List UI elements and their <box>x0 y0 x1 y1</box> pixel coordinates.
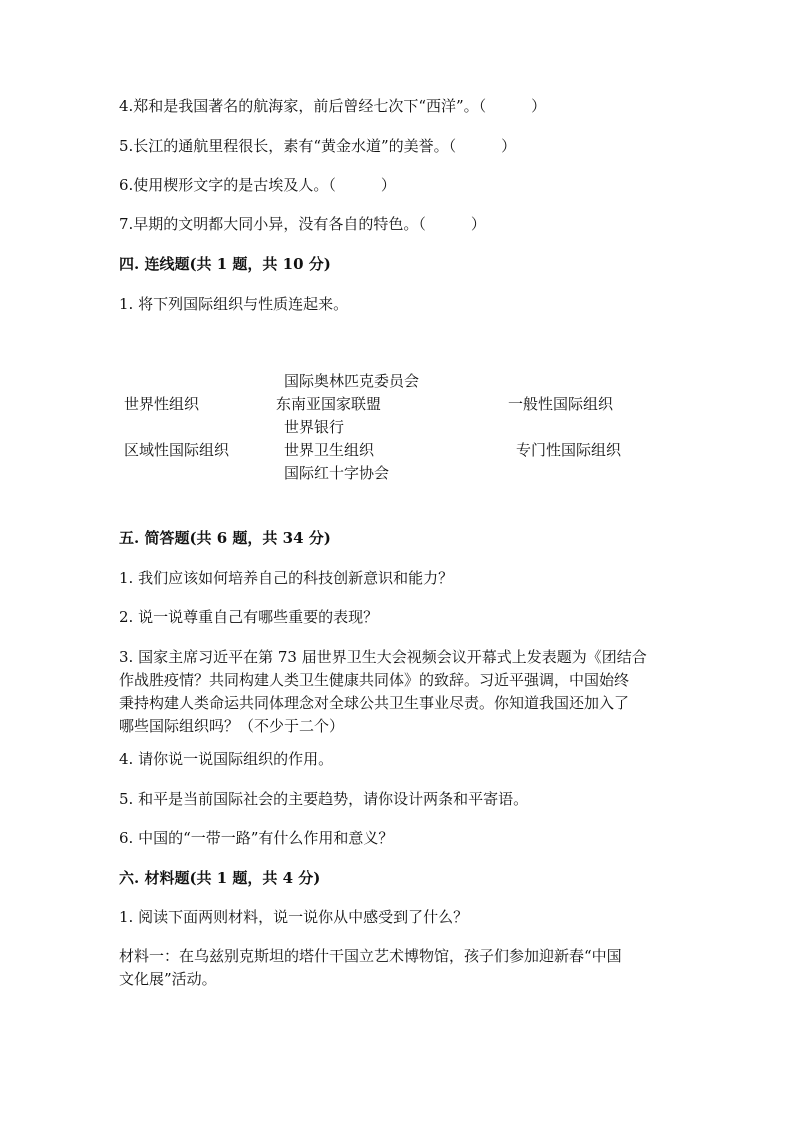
question-3-line-1: 3. 国家主席习近平在第 73 届世界卫生大会视频会议开幕式上发表题为《团结合 <box>119 648 647 666</box>
question-tf-4: 4.郑和是我国著名的航海家，前后曾经七次下“西洋”。（ ） <box>119 97 547 115</box>
section-5-question-6: 6. 中国的“一带一路”有什么作用和意义？ <box>119 829 394 847</box>
question-tf-5: 5.长江的通航里程很长，素有“黄金水道”的美誉。（ ） <box>119 137 517 155</box>
section-4-heading: 四. 连线题(共 1 题，共 10 分) <box>119 255 331 273</box>
section-5-question-5: 5. 和平是当前国际社会的主要趋势，请你设计两条和平寄语。 <box>119 790 529 808</box>
match-right-2: 专门性国际组织 <box>516 441 622 459</box>
section-6-heading: 六. 材料题(共 1 题，共 4 分) <box>119 869 321 887</box>
match-middle-1: 国际奥林匹克委员会 <box>284 372 420 390</box>
match-right-1: 一般性国际组织 <box>508 395 614 413</box>
match-middle-5: 国际红十字协会 <box>284 464 390 482</box>
match-left-2: 区域性国际组织 <box>124 441 230 459</box>
question-tf-7: 7.早期的文明都大同小异，没有各自的特色。（ ） <box>119 215 486 233</box>
material-line-1: 材料一：在乌兹别克斯坦的塔什干国立艺术博物馆，孩子们参加迎新春“中国 <box>119 947 622 965</box>
question-3-line-2: 作战胜疫情？共同构建人类卫生健康共同体》的致辞。习近平强调，中国始终 <box>119 671 630 689</box>
question-tf-6: 6.使用楔形文字的是古埃及人。（ ） <box>119 176 396 194</box>
match-left-1: 世界性组织 <box>124 395 200 413</box>
section-5-question-2: 2. 说一说尊重自己有哪些重要的表现？ <box>119 608 379 626</box>
match-middle-3: 世界银行 <box>284 418 345 436</box>
section-5-question-4: 4. 请你说一说国际组织的作用。 <box>119 750 334 768</box>
section-5-question-1: 1. 我们应该如何培养自己的科技创新意识和能力？ <box>119 569 454 587</box>
section-4-question: 1. 将下列国际组织与性质连起来。 <box>119 295 349 313</box>
section-5-heading: 五. 简答题(共 6 题，共 34 分) <box>119 529 331 547</box>
question-3-line-4: 哪些国际组织吗？（不少于二个） <box>119 717 345 735</box>
section-6-question: 1. 阅读下面两则材料，说一说你从中感受到了什么？ <box>119 908 469 926</box>
material-line-2: 文化展”活动。 <box>119 970 217 988</box>
question-3-line-3: 秉持构建人类命运共同体理念对全球公共卫生事业尽责。你知道我国还加入了 <box>119 694 630 712</box>
match-middle-4: 世界卫生组织 <box>284 441 375 459</box>
match-middle-2: 东南亚国家联盟 <box>276 395 382 413</box>
